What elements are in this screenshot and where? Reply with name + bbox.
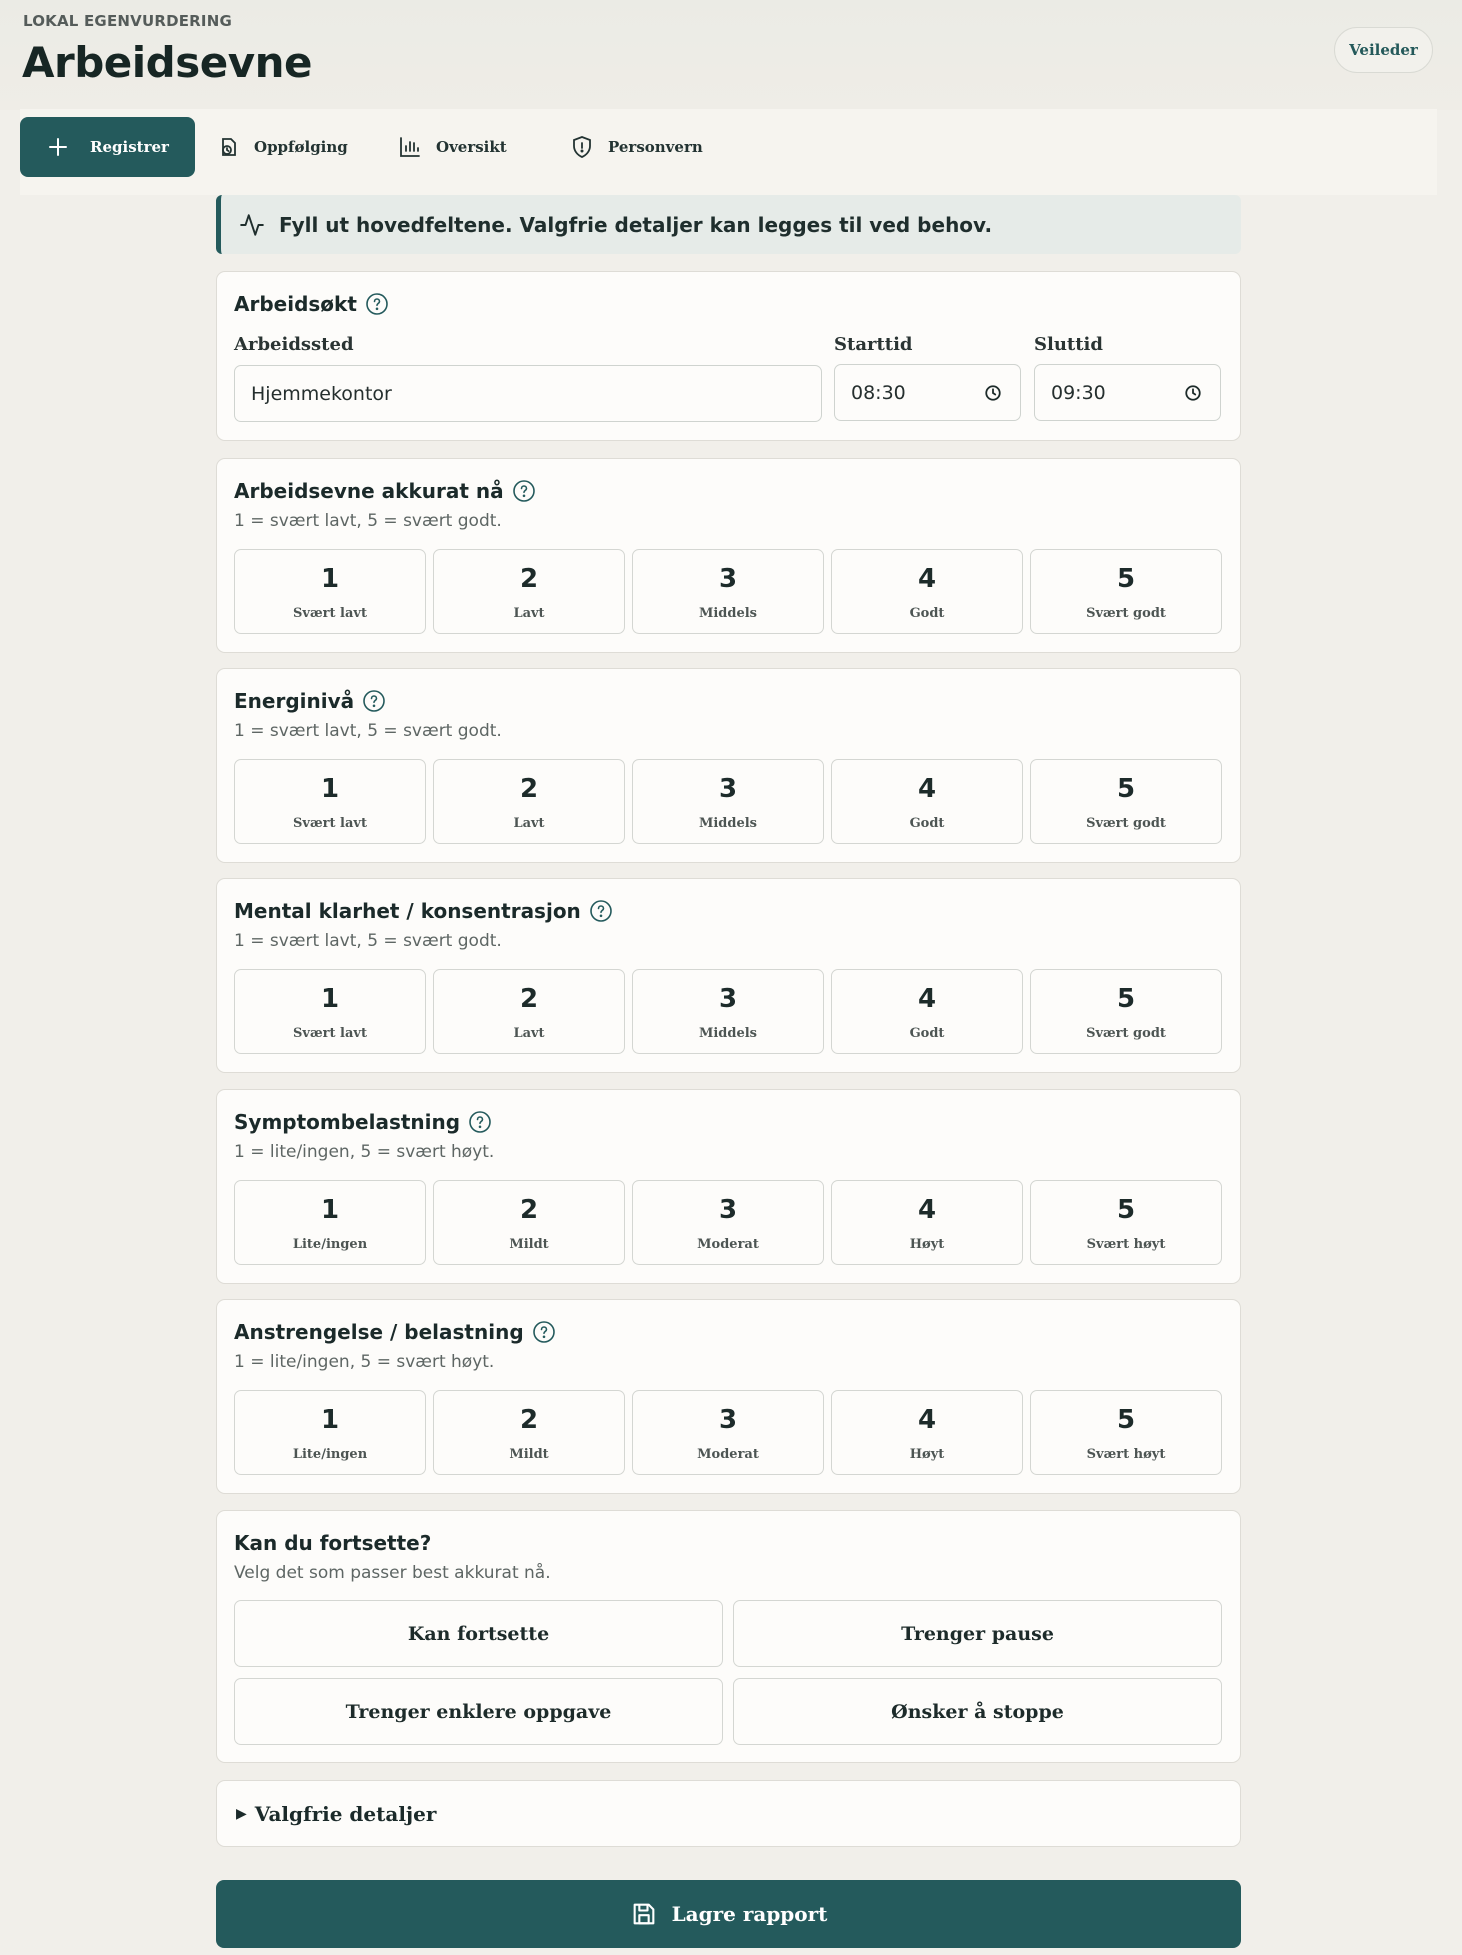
eyebrow-label: LOKAL EGENVURDERING <box>23 12 232 30</box>
rating-option-label: Høyt <box>909 1447 945 1462</box>
rating-option-1-button[interactable] <box>234 1180 426 1265</box>
info-notice <box>216 195 1241 254</box>
rating-title <box>234 479 536 503</box>
rating-option-label: Godt <box>909 1026 945 1041</box>
rating-option-label: Svært godt <box>1086 1026 1166 1041</box>
rating-subtitle: 1 = svært lavt, 5 = svært godt. <box>234 931 502 951</box>
save-report-button[interactable] <box>216 1880 1241 1948</box>
rating-option-5-button[interactable] <box>1030 549 1222 634</box>
tab-label: Personvern <box>608 138 703 156</box>
rating-option-number: 3 <box>718 984 738 1014</box>
rating-option-2-button[interactable] <box>433 759 625 844</box>
end-label: Sluttid <box>1034 334 1103 355</box>
rating-option-1-button[interactable] <box>234 1390 426 1475</box>
rating-option-label: Lavt <box>513 816 545 831</box>
option-stoppe-button[interactable]: Ønsker å stoppe <box>733 1678 1222 1745</box>
rating-option-1-button[interactable] <box>234 759 426 844</box>
rating-card <box>216 878 1241 1073</box>
rating-card <box>216 458 1241 653</box>
rating-option-number: 3 <box>718 564 738 594</box>
guide-button[interactable]: Veileder <box>1334 27 1433 73</box>
rating-subtitle: 1 = lite/ingen, 5 = svært høyt. <box>234 1352 495 1372</box>
rating-option-number: 3 <box>718 1195 738 1225</box>
bar-chart-icon <box>398 135 422 159</box>
start-time-input[interactable] <box>834 364 1021 421</box>
option-kan-fortsette-button[interactable]: Kan fortsette <box>234 1600 723 1667</box>
header <box>0 0 1462 110</box>
rating-title <box>234 1110 492 1134</box>
help-icon[interactable] <box>362 689 386 713</box>
rating-option-1-button[interactable] <box>234 969 426 1054</box>
rating-option-number: 2 <box>519 984 539 1014</box>
rating-option-label: Høyt <box>909 1237 945 1252</box>
rating-option-number: 1 <box>320 1405 340 1435</box>
tab-label: Oppfølging <box>254 138 348 156</box>
rating-option-label: Lavt <box>513 1026 545 1041</box>
start-label: Starttid <box>834 334 913 355</box>
rating-option-label: Middels <box>698 816 758 831</box>
rating-option-label: Svært lavt <box>293 1026 367 1041</box>
rating-option-5-button[interactable] <box>1030 759 1222 844</box>
rating-option-number: 5 <box>1116 1195 1136 1225</box>
rating-option-label: Svært høyt <box>1086 1237 1166 1252</box>
rating-option-2-button[interactable] <box>433 1390 625 1475</box>
continue-subtitle: Velg det som passer best akkurat nå. <box>234 1563 551 1583</box>
work-session-card <box>216 271 1241 441</box>
rating-option-4-button[interactable] <box>831 1390 1023 1475</box>
rating-option-number: 3 <box>718 774 738 804</box>
disclosure-triangle-icon: ▶ <box>236 1805 247 1822</box>
rating-option-label: Mildt <box>509 1237 549 1252</box>
rating-option-label: Godt <box>909 606 945 621</box>
rating-option-2-button[interactable] <box>433 969 625 1054</box>
rating-title-text: Mental klarhet / konsentrasjon <box>234 899 581 923</box>
rating-option-label: Moderat <box>697 1237 759 1252</box>
rating-option-number: 2 <box>519 1195 539 1225</box>
rating-option-label: Lavt <box>513 606 545 621</box>
rating-option-label: Svært høyt <box>1086 1447 1166 1462</box>
rating-option-label: Middels <box>698 606 758 621</box>
rating-option-number: 2 <box>519 564 539 594</box>
rating-option-label: Godt <box>909 816 945 831</box>
rating-option-label: Mildt <box>509 1447 549 1462</box>
rating-option-2-button[interactable] <box>433 549 625 634</box>
rating-option-label: Svært godt <box>1086 816 1166 831</box>
tab-label: Registrer <box>90 138 169 156</box>
rating-option-1-button[interactable] <box>234 549 426 634</box>
help-icon[interactable] <box>365 292 389 316</box>
tab-label: Oversikt <box>436 138 507 156</box>
page-title: Arbeidsevne <box>22 38 312 87</box>
end-time-input[interactable] <box>1034 364 1221 421</box>
rating-option-number: 5 <box>1116 984 1136 1014</box>
rating-option-5-button[interactable] <box>1030 1180 1222 1265</box>
rating-option-number: 5 <box>1116 1405 1136 1435</box>
help-icon[interactable] <box>532 1320 556 1344</box>
rating-title-text: Symptombelastning <box>234 1110 461 1134</box>
rating-option-number: 1 <box>320 564 340 594</box>
rating-option-label: Moderat <box>697 1447 759 1462</box>
rating-option-3-button[interactable] <box>632 1390 824 1475</box>
clock-icon[interactable] <box>1184 384 1202 402</box>
rating-option-5-button[interactable] <box>1030 969 1222 1054</box>
tab-personvern[interactable] <box>570 117 703 177</box>
rating-option-label: Svært godt <box>1086 606 1166 621</box>
followup-icon <box>216 135 240 159</box>
shield-icon <box>570 135 594 159</box>
rating-title <box>234 1320 556 1344</box>
rating-option-3-button[interactable] <box>632 1180 824 1265</box>
rating-option-number: 4 <box>917 1195 937 1225</box>
tab-oversikt[interactable] <box>398 117 507 177</box>
rating-title-text: Arbeidsevne akkurat nå <box>234 479 504 503</box>
continue-card <box>216 1510 1241 1763</box>
rating-option-number: 4 <box>917 774 937 804</box>
card-title <box>234 292 389 316</box>
rating-card <box>216 1299 1241 1494</box>
option-enklere-oppgave-button[interactable]: Trenger enklere oppgave <box>234 1678 723 1745</box>
rating-subtitle: 1 = svært lavt, 5 = svært godt. <box>234 721 502 741</box>
rating-option-3-button[interactable] <box>632 759 824 844</box>
rating-card <box>216 668 1241 863</box>
rating-title-text: Anstrengelse / belastning <box>234 1320 524 1344</box>
rating-option-label: Lite/ingen <box>292 1237 368 1252</box>
rating-option-number: 1 <box>320 1195 340 1225</box>
details-label: Valgfrie detaljer <box>254 1801 437 1826</box>
rating-option-4-button[interactable] <box>831 1180 1023 1265</box>
tab-nav <box>20 109 1437 195</box>
start-value: 08:30 <box>851 381 906 404</box>
rating-title-text: Energinivå <box>234 689 355 713</box>
rating-option-label: Lite/ingen <box>292 1447 368 1462</box>
rating-option-3-button[interactable] <box>632 549 824 634</box>
save-icon <box>630 1900 658 1928</box>
plus-icon <box>48 137 68 157</box>
notice-text: Fyll ut hovedfeltene. Valgfrie detaljer kan legges til ved behov. <box>279 212 993 237</box>
rating-title <box>234 899 613 923</box>
rating-option-label: Middels <box>698 1026 758 1041</box>
rating-option-label: Svært lavt <box>293 816 367 831</box>
help-icon[interactable] <box>512 479 536 503</box>
rating-option-number: 1 <box>320 774 340 804</box>
option-trenger-pause-button[interactable]: Trenger pause <box>733 1600 1222 1667</box>
rating-subtitle: 1 = svært lavt, 5 = svært godt. <box>234 511 502 531</box>
rating-option-4-button[interactable] <box>831 969 1023 1054</box>
card-title-text: Arbeidsøkt <box>234 292 357 316</box>
rating-option-4-button[interactable] <box>831 549 1023 634</box>
rating-title <box>234 689 386 713</box>
optional-details-toggle[interactable] <box>216 1780 1241 1847</box>
rating-option-number: 5 <box>1116 564 1136 594</box>
rating-option-number: 4 <box>917 984 937 1014</box>
rating-option-5-button[interactable] <box>1030 1390 1222 1475</box>
rating-option-number: 2 <box>519 1405 539 1435</box>
help-icon[interactable] <box>589 899 613 923</box>
place-value: Hjemmekontor <box>251 382 392 405</box>
rating-option-number: 2 <box>519 774 539 804</box>
continue-title: Kan du fortsette? <box>234 1531 432 1555</box>
rating-option-number: 4 <box>917 564 937 594</box>
tab-oppfolging[interactable] <box>216 117 348 177</box>
rating-option-number: 5 <box>1116 774 1136 804</box>
rating-option-2-button[interactable] <box>433 1180 625 1265</box>
rating-subtitle: 1 = lite/ingen, 5 = svært høyt. <box>234 1142 495 1162</box>
tab-registrer[interactable] <box>20 117 195 177</box>
end-value: 09:30 <box>1051 381 1106 404</box>
rating-option-3-button[interactable] <box>632 969 824 1054</box>
rating-option-number: 4 <box>917 1405 937 1435</box>
rating-option-number: 3 <box>718 1405 738 1435</box>
clock-icon[interactable] <box>984 384 1002 402</box>
rating-option-number: 1 <box>320 984 340 1014</box>
place-label: Arbeidssted <box>234 334 354 355</box>
rating-option-label: Svært lavt <box>293 606 367 621</box>
rating-option-4-button[interactable] <box>831 759 1023 844</box>
place-input[interactable] <box>234 365 822 422</box>
rating-card <box>216 1089 1241 1284</box>
help-icon[interactable] <box>468 1110 492 1134</box>
save-label: Lagre rapport <box>671 1902 828 1926</box>
activity-icon <box>239 212 265 238</box>
